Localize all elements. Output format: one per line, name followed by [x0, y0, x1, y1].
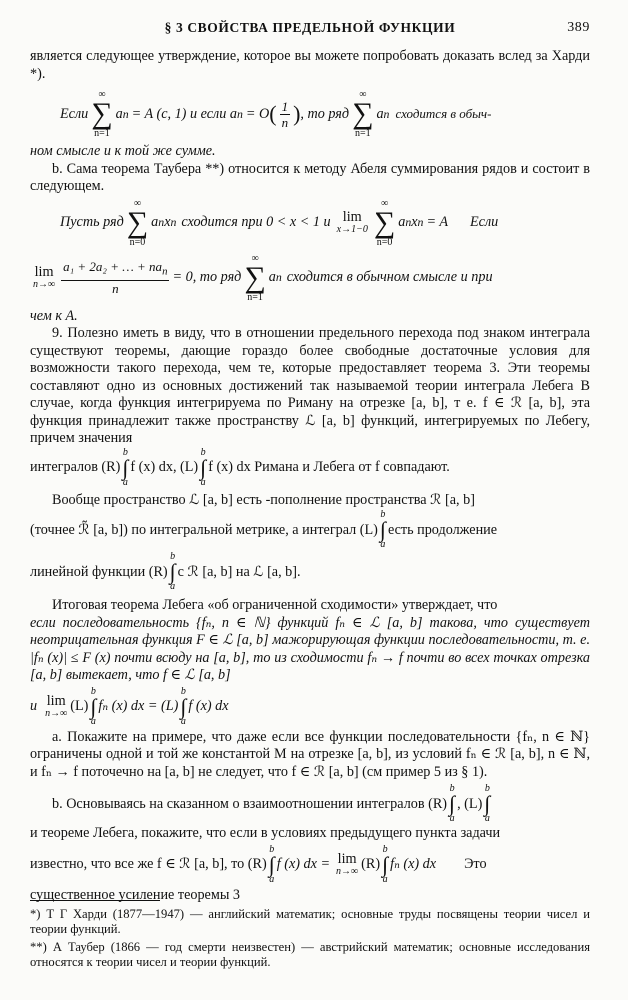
sum-symbol: ∞ ∑ n=0: [126, 197, 149, 248]
lebesgue-theorem: если последовательность {fₙ, n ∈ ℕ} функций fₙ ∈ ℒ [a, b] такова, что существует неотрицательная функция F ∈ ℒ [a, b] мажорирующая функции последовательности, т. е. |fₙ (x)| ≤ F (x) почти всюду на [a, b], то из сходимости fₙ → f почти во всех точках отрезка [a, b] вытекает, что f ∈ ℒ [a, b]: [30, 614, 590, 683]
footnote-divider: [30, 900, 160, 901]
tauber-formula: Пусть ряд ∞ ∑ n=0 a n x n сходится при 0 < x < 1 и lim x→1−0 ∞ ∑ n=0 a n x n = A Если: [60, 197, 499, 248]
footnote-hardy: *) Т Г Харди (1877—1947) — английский математик; основные труды посвящены теории чисел и теории функций.: [30, 907, 590, 936]
integral-symbol: b ∫ a: [169, 551, 176, 592]
paragraph-9: 9. Полезно иметь в виду, что в отношении предельного перехода под знаком интеграла существуют теоремы, дающие гораздо более свободные достаточные условия для возможности такого перехода, чем те, которые предоставляет теорема 3. Эти теоремы составляют одно из основных достижений так называемой теории интеграла Лебега В случае, когда функция интегрируема по Риману на отрезке [a, b], т е. f ∈ ℛ [a, b], эта функция принадлежит также пространству ℒ [a, b] функций, интегрируемых по Лебегу, причем значения: [30, 325, 590, 446]
sum-symbol: ∞ ∑ n=1: [244, 252, 266, 303]
hardy-continuation: ном смысле и к той же сумме.: [30, 143, 216, 159]
limit-operator: lim n→∞: [33, 263, 56, 291]
footnote-tauber: **) А Таубер (1866 — год смерти неизвестен) — австрийский математик; основные исследования относятся к теории чисел и теории функций.: [30, 940, 590, 969]
integral-symbol: b ∫ a: [449, 783, 456, 824]
item-b-paragraph: b. Сама теорема Таубера **) относится к методу Абеля суммирования рядов и состоит в следующем.: [30, 160, 590, 194]
space-extension-line: (точнее ℛ̃ [a, b]) по интегральной метрике, а интеграл (L) b ∫ a есть продолжение: [30, 509, 498, 550]
page-number: 389: [567, 20, 590, 35]
section-title: § 3 СВОЙСТВА ПРЕДЕЛЬНОЙ ФУНКЦИИ: [164, 20, 456, 35]
integral-symbol: b ∫ a: [180, 685, 187, 727]
item-a-paragraph: a. Покажите на примере, что даже если все функции последовательности {fₙ, n ∈ ℕ} ограничены одной и той же константой M на отрезке [a, b], из условий fₙ ∈ ℛ [a, b], n ∈ ℕ, и fₙ → f поточечно на [a, b] не следует, что f ∈ ℛ [a, b] (см пример 5 из § 1).: [30, 728, 590, 780]
item-b2-formula-line: известно, что все же f ∈ ℛ [a, b], то (R) b ∫ a f (x) dx = lim n→∞ (R) b ∫ a fₙ (x) dx Это: [30, 843, 487, 885]
integral-symbol: b ∫ a: [122, 446, 129, 488]
hardy-formula: Если ∞ ∑ n=1 a n = A (c, 1) и если a n = O ( $\frac{1}{n}$ ) , то ряд ∞ ∑ n=1 a n сходится в обыч-: [60, 89, 492, 139]
integral-symbol: b ∫ a: [200, 446, 207, 488]
tauber-condition-formula: lim n→∞ $\frac{a_1 + 2a_2 + \dots + na_n}{n}$ = 0, то ряд ∞ ∑ n=1 a n сходится в обычном смысле и при: [33, 252, 493, 303]
item-b2-second-line: и теореме Лебега, покажите, что если в условиях предыдущего пункта задачи: [30, 825, 501, 841]
integral-symbol: b ∫ a: [268, 843, 275, 885]
integral-symbol: b ∫ a: [90, 685, 97, 727]
lebesgue-intro: Итоговая теорема Лебега «об ограниченной сходимости» утверждает, что: [52, 597, 498, 613]
limit-operator: lim n→∞: [336, 850, 359, 878]
integral-equality-line: интегралов (R) b ∫ a f (x) dx, (L) b ∫ a f (x) dx Римана и Лебега от f совпадают.: [30, 446, 450, 488]
integral-symbol: b ∫ a: [484, 783, 491, 824]
footnotes: [30, 900, 590, 970]
sum-symbol: ∞ ∑ n=1: [352, 89, 374, 139]
integral-symbol: b ∫ a: [379, 509, 386, 550]
limit-operator: lim x→1−0: [336, 208, 368, 236]
fraction: $\frac{1}{n}$: [281, 98, 289, 130]
space-completion-line: Вообще пространство ℒ [a, b] есть -пополнение пространства ℛ [a, b]: [52, 491, 475, 508]
page: [30, 20, 590, 904]
fraction: $\frac{a_1 + 2a_2 + \dots + na_n}{n}$: [63, 259, 168, 296]
sum-symbol: ∞ ∑ n=0: [373, 197, 396, 248]
running-header: [30, 20, 590, 42]
tauber-continuation: чем к A.: [30, 307, 78, 324]
linear-function-line: линейной функции (R) b ∫ a с ℛ [a, b] на ℒ [a, b].: [30, 551, 301, 592]
intro-paragraph: является следующее утверждение, которое вы можете попробовать доказать вслед за Харди *).: [30, 48, 590, 82]
sum-symbol: ∞ ∑ n=1: [91, 89, 113, 139]
item-b2-first-line: b. Основываясь на сказанном о взаимоотношении интегралов (R) b ∫ a , (L) b ∫ a: [52, 783, 491, 824]
limit-operator: lim n→∞: [45, 692, 68, 720]
item-b2-last-line: существенное усиление теоремы 3: [30, 886, 241, 903]
lebesgue-formula: и lim n→∞ (L) b ∫ a fₙ (x) dx = (L) b ∫ a f (x) dx: [30, 685, 229, 727]
integral-symbol: b ∫ a: [382, 843, 389, 885]
